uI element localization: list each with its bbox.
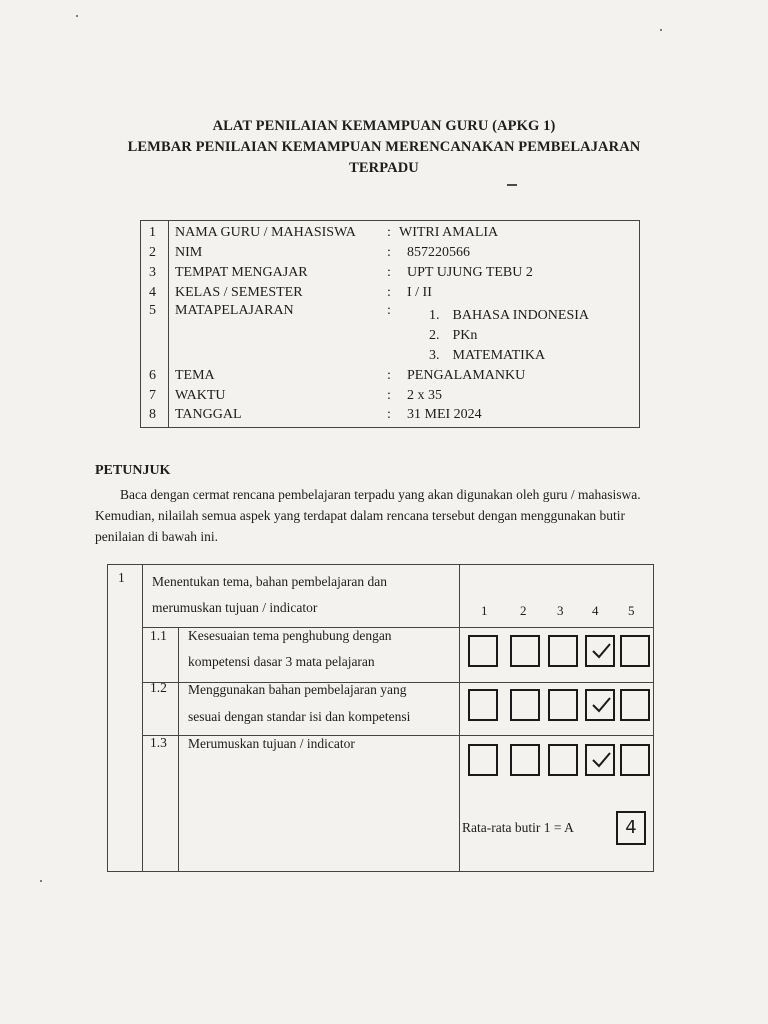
average-value-box xyxy=(616,811,646,845)
date-value: 31 MEI 2024 xyxy=(407,407,482,422)
class-semester-value: I / II xyxy=(407,285,432,300)
row-number: 1 xyxy=(149,225,156,240)
section-title-line-1: Menentukan tema, bahan pembelajaran dan xyxy=(152,574,388,589)
header-title-line-1: ALAT PENILAIAN KEMAMPUAN GURU (APKG 1) xyxy=(212,118,556,134)
assessment-table xyxy=(107,564,654,872)
nim-value: 857220566 xyxy=(407,245,470,260)
row-number: 7 xyxy=(149,388,156,403)
rating-checkbox-3[interactable] xyxy=(548,744,578,776)
checkmark-icon xyxy=(590,749,612,771)
row-colon: : xyxy=(387,368,391,383)
scan-speck xyxy=(40,880,42,882)
row-label: WAKTU xyxy=(175,388,226,403)
instructions-title: PETUNJUK xyxy=(95,463,171,478)
rating-checkbox-4[interactable] xyxy=(585,689,615,721)
checkmark-icon xyxy=(590,694,612,716)
item-text-line-2: sesuai dengan standar isi dan kompetensi xyxy=(188,709,411,724)
row-label: NAMA GURU / MAHASISWA xyxy=(175,225,356,240)
item-text-line-1: Kesesuaian tema penghubung dengan xyxy=(188,628,392,643)
average-value: 4 xyxy=(625,817,637,838)
subject-item xyxy=(429,306,589,326)
row-label: TEMA xyxy=(175,368,215,383)
table-divider xyxy=(178,627,179,871)
scan-speck xyxy=(660,29,662,31)
item-text-line-1: Menggunakan bahan pembelajaran yang xyxy=(188,682,407,697)
header-title-line-3: TERPADU xyxy=(349,160,419,176)
row-colon: : xyxy=(387,388,391,403)
row-label: MATAPELAJARAN xyxy=(175,303,294,318)
identity-table xyxy=(140,220,640,428)
subject-number: 1. xyxy=(429,308,440,323)
row-colon: : xyxy=(387,303,391,318)
item-number: 1.3 xyxy=(150,735,167,750)
time-value: 2 x 35 xyxy=(407,388,442,403)
teaching-place-value: UPT UJUNG TEBU 2 xyxy=(407,265,533,280)
subject-name: MATEMATIKA xyxy=(452,348,546,363)
rating-checkbox-1[interactable] xyxy=(468,689,498,721)
rating-checkbox-3[interactable] xyxy=(548,635,578,667)
scale-label: 2 xyxy=(520,603,527,618)
rating-checkbox-4[interactable] xyxy=(585,744,615,776)
identity-row xyxy=(141,263,639,283)
rating-checkbox-4[interactable] xyxy=(585,635,615,667)
item-number: 1.2 xyxy=(150,680,167,695)
document-header xyxy=(0,116,768,179)
scale-label: 5 xyxy=(628,603,635,618)
row-number: 3 xyxy=(149,265,156,280)
scale-label: 1 xyxy=(481,603,488,618)
row-number: 4 xyxy=(149,285,156,300)
rating-checkbox-2[interactable] xyxy=(510,689,540,721)
table-divider xyxy=(142,565,143,871)
identity-row xyxy=(141,223,639,243)
rating-checkbox-1[interactable] xyxy=(468,744,498,776)
subject-name: PKn xyxy=(452,328,478,343)
row-label: TANGGAL xyxy=(175,407,242,422)
rating-checkbox-5[interactable] xyxy=(620,635,650,667)
rating-checkbox-3[interactable] xyxy=(548,689,578,721)
identity-row xyxy=(141,243,639,263)
rating-checkbox-2[interactable] xyxy=(510,635,540,667)
instructions-text: Baca dengan cermat rencana pembelajaran terpadu yang akan digunakan oleh guru / mahasiswa. Kemudian, nilailah semua aspek yang terdapat dalam rencana tersebut dengan menggunakan butir penilaian di bawah ini. xyxy=(95,487,641,544)
identity-row xyxy=(141,283,639,303)
row-number: 6 xyxy=(149,368,156,383)
theme-value: PENGALAMANKU xyxy=(407,368,526,383)
row-colon: : xyxy=(387,407,391,422)
rating-checkbox-5[interactable] xyxy=(620,744,650,776)
item-text-line-1: Merumuskan tujuan / indicator xyxy=(188,736,355,751)
header-title-line-2: LEMBAR PENILAIAN KEMAMPUAN MERENCANAKAN PEMBELAJARAN xyxy=(127,139,641,155)
row-colon: : xyxy=(387,245,391,260)
scale-label: 3 xyxy=(557,603,564,618)
row-colon: : xyxy=(387,265,391,280)
rating-checkbox-1[interactable] xyxy=(468,635,498,667)
subject-name: BAHASA INDONESIA xyxy=(452,308,590,323)
rating-checkbox-2[interactable] xyxy=(510,744,540,776)
rating-checkbox-5[interactable] xyxy=(620,689,650,721)
item-text-line-2: kompetensi dasar 3 mata pelajaran xyxy=(188,654,375,669)
subject-number: 2. xyxy=(429,328,440,343)
row-label: KELAS / SEMESTER xyxy=(175,285,303,300)
row-number: 8 xyxy=(149,407,156,422)
subject-item xyxy=(429,326,477,346)
stray-mark xyxy=(507,184,517,186)
row-label: NIM xyxy=(175,245,203,260)
section-title-line-2: merumuskan tujuan / indicator xyxy=(152,600,318,615)
row-number: 2 xyxy=(149,245,156,260)
teacher-name-value: WITRI AMALIA xyxy=(399,225,499,240)
row-colon: : xyxy=(387,225,391,240)
row-number: 5 xyxy=(149,303,156,318)
identity-row xyxy=(141,366,639,386)
identity-row xyxy=(141,386,639,406)
row-colon: : xyxy=(387,285,391,300)
table-divider xyxy=(459,565,460,871)
row-label: TEMPAT MENGAJAR xyxy=(175,265,308,280)
section-number: 1 xyxy=(118,570,125,585)
scale-label: 4 xyxy=(592,603,599,618)
item-number: 1.1 xyxy=(150,628,167,643)
subject-item xyxy=(429,346,545,366)
checkmark-icon xyxy=(590,640,612,662)
average-label: Rata-rata butir 1 = A xyxy=(462,820,574,835)
identity-row xyxy=(141,405,639,425)
scan-speck xyxy=(76,15,78,17)
subject-number: 3. xyxy=(429,348,440,363)
